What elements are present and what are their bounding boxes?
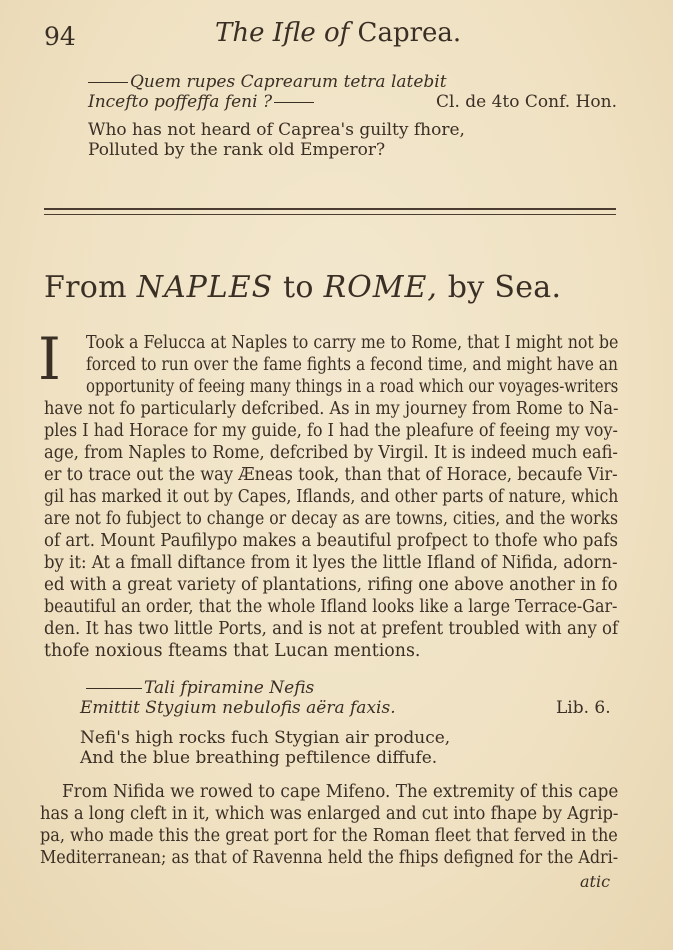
paragraph1-line: by it: At a fmall diftance from it lyes the little Ifland of Nifida, adorn- bbox=[44, 553, 618, 573]
paragraph1-line: er to trace out the way Æneas took, than that of Horace, becaufe Vir- bbox=[44, 465, 618, 485]
epigraph-latin-2 bbox=[88, 92, 316, 112]
paragraph2-line: Mediterranean; as that of Ravenna held the fhips defigned for the Adri- bbox=[40, 848, 619, 868]
title-rome: ROME, bbox=[323, 270, 438, 305]
dash-rule bbox=[88, 82, 128, 83]
paragraph1-line: thofe noxious fteams that Lucan mentions. bbox=[44, 641, 421, 661]
catchword: atic bbox=[580, 872, 611, 891]
quote2-english-2: And the blue breathing peftilence diffufe. bbox=[80, 748, 438, 768]
title-by-sea: by Sea. bbox=[437, 270, 562, 305]
running-title-italic: The Ifle of bbox=[215, 18, 358, 48]
paragraph2-line: From Nifida we rowed to cape Mifeno. The extremity of this cape bbox=[62, 782, 619, 802]
paragraph1-line: opportunity of feeing many things in a road which our voyages-writers bbox=[86, 377, 619, 397]
running-title bbox=[215, 18, 461, 48]
title-to: to bbox=[273, 270, 324, 305]
paragraph1-line: are not fo fubject to change or decay as are towns, cities, and the works bbox=[44, 509, 619, 529]
paragraph1-line: ples I had Horace for my guide, fo I had the pleafure of feeing my voy- bbox=[44, 421, 618, 441]
dash-rule bbox=[86, 688, 142, 689]
quote2-latin-1 bbox=[86, 678, 314, 698]
epigraph-english-2: Polluted by the rank old Emperor? bbox=[88, 140, 386, 160]
quote2-latin-2: Emittit Stygium nebulofis aëra faxis. bbox=[80, 698, 396, 718]
title-from: From bbox=[44, 270, 137, 305]
epigraph-latin-1-text: Quem rupes Caprearum tetra latebit bbox=[130, 72, 447, 92]
paragraph1-line: forced to run over the fame fights a fecond time, and might have an bbox=[86, 355, 618, 375]
paragraph1-line: Took a Felucca at Naples to carry me to Rome, that I might not be bbox=[86, 333, 619, 353]
epigraph-citation: Cl. de 4to Conf. Hon. bbox=[436, 92, 617, 112]
section-rule-top bbox=[44, 208, 616, 210]
quote2-english-1: Nefi's high rocks fuch Stygian air produce, bbox=[80, 728, 451, 748]
quote2-latin-1-text: Tali fpiramine Nefis bbox=[144, 678, 315, 698]
paragraph1-line: have not fo particularly defcribed. As in my journey from Rome to Na- bbox=[44, 399, 619, 419]
paragraph1-line: ed with a great variety of plantations, rifing one above another in fo bbox=[44, 575, 618, 595]
title-naples: NAPLES bbox=[136, 270, 274, 305]
paragraph1-line: age, from Naples to Rome, defcribed by Virgil. It is indeed much eafi- bbox=[44, 443, 618, 463]
dash-rule bbox=[274, 102, 314, 103]
paragraph2-line: has a long cleft in it, which was enlarged and cut into fhape by Agrip- bbox=[40, 804, 619, 824]
paragraph1-line: gil has marked it out by Capes, Iflands, and other parts of nature, which bbox=[44, 487, 619, 507]
paragraph2-line: pa, who made this the great port for the Roman fleet that ferved in the bbox=[40, 826, 618, 846]
paragraph1-line: den. It has two little Ports, and is not at prefent troubled with any of bbox=[44, 619, 619, 639]
section-rule-bottom bbox=[44, 214, 616, 215]
page-number: 94 bbox=[44, 22, 76, 51]
paragraph1-line: of art. Mount Paufilypo makes a beautiful profpect to thofe who pafs bbox=[44, 531, 618, 551]
paragraph1-line: beautiful an order, that the whole Ifland looks like a large Terrace-Gar- bbox=[44, 597, 618, 617]
section-title bbox=[44, 270, 561, 305]
epigraph-latin-2-text: Incefto poffeffa feni ? bbox=[88, 92, 273, 112]
quote2-citation: Lib. 6. bbox=[556, 698, 611, 718]
drop-cap: I bbox=[38, 325, 61, 393]
running-title-roman: Caprea. bbox=[357, 18, 462, 48]
epigraph-english-1: Who has not heard of Caprea's guilty fhore, bbox=[88, 120, 465, 140]
epigraph-latin-1 bbox=[88, 72, 447, 92]
